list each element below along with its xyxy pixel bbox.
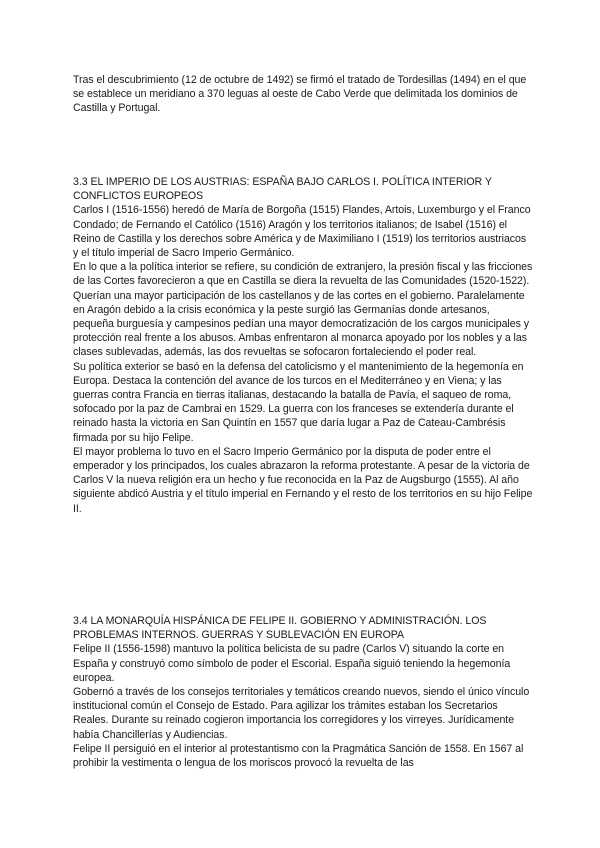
section-3-4 [73, 614, 533, 770]
section-3-3-heading: 3.3 EL IMPERIO DE LOS AUSTRIAS: ESPAÑA BAJO CARLOS I. POLÍTICA INTERIOR Y CONFLICTOS EUROPEOS [73, 176, 492, 203]
section-3-3-paragraph-1: Carlos I (1516-1556) heredó de María de Borgoña (1515) Flandes, Artois, Luxemburgo y el Franco Condado; de Fernando el Católico (1516) Aragón y los territorios italianos; de Isabel (1516) el Reino de Castilla y los derechos sobre América y de Maximiliano I (1519) los territorios austriacos y el título imperial de Sacro Imperio Germánico. [73, 204, 531, 260]
section-3-4-paragraph-1: Felipe II (1556-1598) mantuvo la política belicista de su padre (Carlos V) situando la corte en España y construyó como símbolo de poder el Escorial. España siguió teniendo la hegemonía europea. [73, 643, 511, 684]
section-3-3-paragraph-4: El mayor problema lo tuvo en el Sacro Imperio Germánico por la disputa de poder entre el emperador y los principados, los cuales abrazaron la reforma protestante. A pesar de la victoria de Carlos V la nueva religión era un hecho y fue reconocida en la Paz de Augsburgo (1555). Al año siguiente abdicó Austria y el título imperial en Fernando y el resto de los territorios en su hijo Felipe II. [73, 445, 533, 515]
section-3-4-paragraph-2: Gobernó a través de los consejos territoriales y temáticos creando nuevos, siendo el único vínculo institucional común el Consejo de Estado. Para agilizar los trámites estaban los Secretarios Reales. Durante su reinado cogieron importancia los corregidores y los virreyes. Jurídicamente había Chancillerías y Audiencias. [73, 686, 530, 741]
intro-block [73, 73, 533, 116]
section-3-4-paragraph-3: Felipe II persiguió en el interior al protestantismo con la Pragmática Sanción de 1558. En 1567 al prohibir la vestimenta o lengua de los moriscos provocó la revuelta de las [73, 742, 524, 770]
intro-paragraph: Tras el descubrimiento (12 de octubre de 1492) se firmó el tratado de Tordesillas (1494) en el que se establece un meridiano a 370 leguas al oeste de Cabo Verde que delimitada los dominios de Castilla y Portugal. [73, 74, 527, 115]
section-3-3-paragraph-2: En lo que a la política interior se refiere, su condición de extranjero, la presión fiscal y las fricciones de las Cortes favorecieron a que en Castilla se diera la revuelta de las Comunidades (1520-1522). Querían una mayor participación de los castellanos y de las cortes en el gobierno. Paralelamente en Aragón debido a la crisis económica y la peste surgió las Germanías donde artesanos, pequeña burguesía y campesinos pedían una mayor democratización de los cargos municipales y protección real frente a los abusos. Ambas enfrentaron al monarca apoyado por los nobles y a las clases sublevadas, además, las dos revueltas se sofocaron fortaleciendo el poder real. [73, 261, 533, 359]
section-3-3 [73, 175, 533, 516]
section-3-3-paragraph-3: Su política exterior se basó en la defensa del catolicismo y el mantenimiento de la hegemonía en Europa. Destaca la contención del avance de los turcos en el Mediterráneo y en Viena; y las guerras contra Francia en tierras italianas, destacando la batalla de Pavía, el saqueo de roma, sofocado por la paz de Cambrai en 1529. La guerra con los franceses se extendería durante el reinado hasta la victoria en San Quintín en 1557 que daría lugar a Paz de Cateau-Cambrésis firmada por su hijo Felipe. [73, 360, 524, 444]
section-3-4-heading: 3.4 LA MONARQUÍA HISPÁNICA DE FELIPE II. GOBIERNO Y ADMINISTRACIÓN. LOS PROBLEMAS INTERNOS. GUERRAS Y SUBLEVACIÓN EN EUROPA [73, 615, 487, 642]
